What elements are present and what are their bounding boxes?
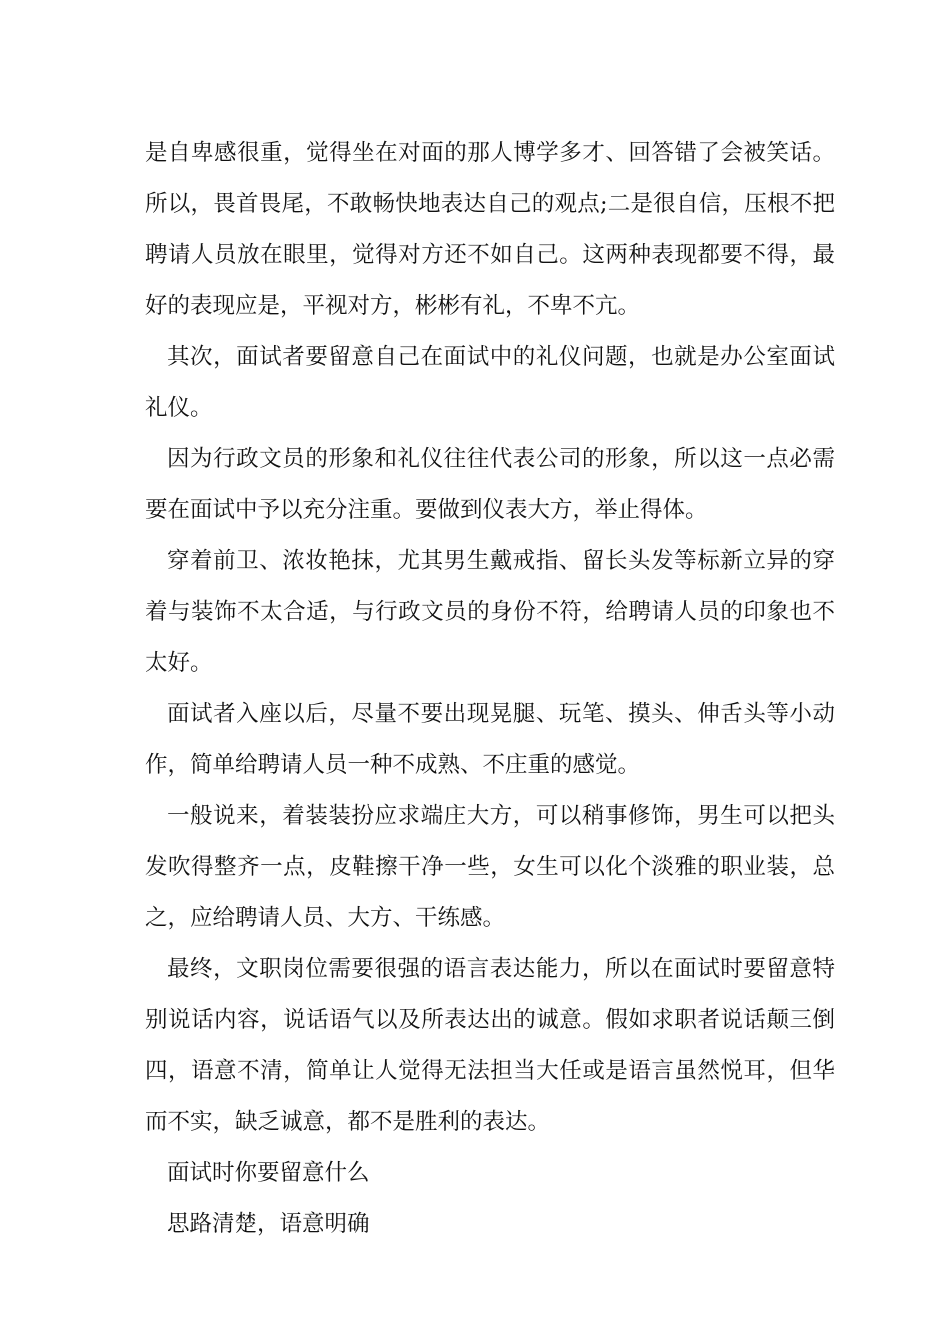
paragraph-7: 最终，文职岗位需要很强的语言表达能力，所以在面试时要留意特别说话内容，说话语气以及所表达出的诚意。假如求职者说话颠三倒四，语意不清，简单让人觉得无法担当大任或是语言虽然悦耳，但华而不实，缺乏诚意，都不是胜利的表达。 [145, 956, 835, 1135]
paragraph-8: 思路清楚，语意明确 [167, 1211, 370, 1237]
paragraph-2: 其次，面试者要留意自己在面试中的礼仪问题，也就是办公室面试礼仪。 [145, 344, 835, 421]
document-body [145, 128, 835, 1250]
paragraph-6: 一般说来，着装装扮应求端庄大方，可以稍事修饰，男生可以把头发吹得整齐一点，皮鞋擦干净一些，女生可以化个淡雅的职业装，总之，应给聘请人员、大方、干练感。 [145, 803, 835, 931]
paragraph-1: 是自卑感很重，觉得坐在对面的那人博学多才、回答错了会被笑话。所以，畏首畏尾，不敢畅快地表达自己的观点;二是很自信，压根不把聘请人员放在眼里，觉得对方还不如自己。这两种表现都要不得，最好的表现应是，平视对方，彬彬有礼，不卑不亢。 [145, 140, 835, 319]
section-heading: 面试时你要留意什么 [167, 1160, 370, 1186]
paragraph-5: 面试者入座以后，尽量不要出现晃腿、玩笔、摸头、伸舌头等小动作，简单给聘请人员一种不成熟、不庄重的感觉。 [145, 701, 835, 778]
paragraph-3: 因为行政文员的形象和礼仪往往代表公司的形象，所以这一点必需要在面试中予以充分注重。要做到仪表大方，举止得体。 [145, 446, 835, 523]
paragraph-4: 穿着前卫、浓妆艳抹，尤其男生戴戒指、留长头发等标新立异的穿着与装饰不太合适，与行政文员的身份不符，给聘请人员的印象也不太好。 [145, 548, 835, 676]
